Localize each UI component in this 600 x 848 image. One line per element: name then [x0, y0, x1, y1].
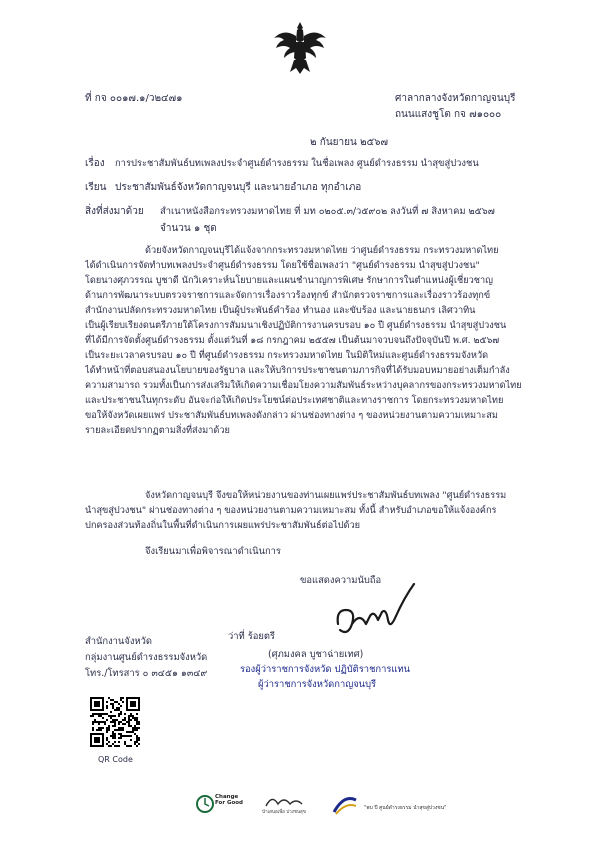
- paragraph-line: โดยนางศุภวรรณ บูชาดี นักวิเคราะห์นโยบายและแผนชำนาญการพิเศษ รักษาการในตำแหน่งผู้เชี่ยวชาญ: [85, 275, 493, 286]
- paragraph-line: ได้ทำหน้าที่ตอบสนองนโยบายของรัฐบาล และให้บริการประชาชนตามภารกิจที่ได้รับมอบหมายอย่างเต็มกำลัง: [85, 365, 510, 376]
- closing-salutation: ขอแสดงความนับถือ: [300, 575, 382, 586]
- signatory-title-line1: รองผู้ว่าราชการจังหวัด ปฏิบัติราชการแทน: [240, 664, 411, 675]
- paragraph-line: จังหวัดกาญจนบุรี จึงขอให้หน่วยงานของท่านเผยแพร่ประชาสัมพันธ์บทเพลง "ศูนย์ดำรงธรรม: [145, 490, 507, 501]
- paragraph-line: ได้ดำเนินการจัดทำบทเพลงประจำศูนย์ดำรงธรรม โดยใช้ชื่อเพลงว่า "ศูนย์ดำรงธรรม นำสุขสู่ปวงชน": [85, 260, 480, 271]
- document-date: ๒ กันยายน ๒๕๖๗: [310, 137, 389, 148]
- subject-text: การประชาสัมพันธ์บทเพลงประจำศูนย์ดำรงธรรม ในชื่อเพลง ศูนย์ดำรงธรรม นำสุขสู่ปวงชน: [115, 158, 479, 169]
- paragraph-line: นำสุขสู่ปวงชน" ผ่านช่องทางต่าง ๆ ของหน่วยงานตามความเหมาะสม ทั้งนี้ สำหรับอำเภอขอให้แจ้งองค์กร: [85, 505, 497, 516]
- paragraph-line: รายละเอียดปรากฏตามสิ่งที่ส่งมาด้วย: [85, 425, 230, 436]
- paragraph-line: สำนักงานปลัดกระทรวงมหาดไทย เป็นผู้ประพันธ์คำร้อง ทำนอง และขับร้อง และนายธนกร เลิศวาทิน: [85, 305, 476, 316]
- recipient-text: ประชาสัมพันธ์จังหวัดกาญจนบุรี และนายอำเภอ ทุกอำเภอ: [115, 182, 362, 193]
- agency-address-line1: ศาลากลางจังหวัดกาญจนบุรี: [395, 93, 516, 104]
- subject-label: เรื่อง: [85, 158, 105, 169]
- paragraph-line: ความสามารถ รวมทั้งเป็นการส่งเสริมให้เกิดความเชื่อมโยงความสัมพันธ์ระหว่างบุคลากรของกระทรวงมหาดไทย: [85, 380, 522, 391]
- signatory-title-line2: ผู้ว่าราชการจังหวัดกาญจนบุรี: [258, 679, 377, 690]
- pavangchon-text: นำเสนอเพื่อ ปวงชนสุข: [262, 810, 306, 815]
- qr-code-label: QR Code: [98, 755, 133, 764]
- paragraph-line: ด้วยจังหวัดกาญจนบุรีได้แจ้งจากกระทรวงมหาดไทย ว่าศูนย์ดำรงธรรม กระทรวงมหาดไทย: [145, 245, 499, 256]
- handwritten-signature: [330, 580, 420, 650]
- qr-code[interactable]: [90, 697, 140, 747]
- paragraph-line: เป็นผู้เรียบเรียงดนตรีภายใต้โครงการสัมมนาเชิงปฏิบัติการงานครบรอบ ๑๐ ปี ศูนย์ดำรงธรรม นำสุขสู่ปวงชน: [85, 320, 507, 331]
- damrongdham-10-year-logo: [330, 792, 360, 818]
- body-paragraph-2: [85, 488, 525, 533]
- office-line2: กลุ่มงานศูนย์ดำรงธรรมจังหวัด: [85, 652, 208, 663]
- signatory-name: (ศุภมงคล บูชาฉ่ายเทศ): [268, 649, 364, 660]
- damrongdham-slogan: "พบ ปี ศูนย์ดำรงธรรม นำสุขสู่ปวงชน": [364, 805, 447, 811]
- office-phone: โทร./โทรสาร ๐ ๓๔๕๑ ๑๓๔๙: [85, 668, 208, 679]
- attachment-label: สิ่งที่ส่งมาด้วย: [85, 206, 144, 217]
- change-for-good-logo: [195, 792, 243, 818]
- paragraph-line: ปกครองส่วนท้องถิ่นในพื้นที่ดำเนินการเผยแพร่ประชาสัมพันธ์ต่อไปด้วย: [85, 520, 361, 531]
- body-paragraph-1: [85, 243, 525, 438]
- paragraph-line: ด้านการพัฒนาระบบตรวจราชการและจัดการเรื่องราวร้องทุกข์ สำนักตรวจราชการและเรื่องราวร้องทุกข์: [85, 290, 491, 301]
- attachment-quantity: จำนวน ๑ ชุด: [160, 223, 217, 234]
- change-for-good-text: Change For Good: [215, 794, 243, 806]
- garuda-emblem: [270, 18, 330, 78]
- pavangchon-logo: [262, 792, 314, 818]
- office-line1: สำนักงานจังหวัด: [85, 636, 152, 647]
- paragraph-line: ขอให้จังหวัดเผยแพร่ ประชาสัมพันธ์บทเพลงดังกล่าว ผ่านช่องทางต่าง ๆ ของหน่วยงานตามความเหมาะสม: [85, 410, 498, 421]
- document-number: ที่ กจ ๐๐๑๗.๑/ว๒๔๗๑: [85, 93, 183, 104]
- agency-address-line2: ถนนแสงชูโต กจ ๗๑๐๐๐: [395, 109, 502, 120]
- closing-request: จึงเรียนมาเพื่อพิจารณาดำเนินการ: [145, 546, 281, 557]
- paragraph-line: ที่ได้มีการจัดตั้งศูนย์ดำรงธรรม ตั้งแต่วันที่ ๑๘ กรกฎาคม ๒๕๕๗ เป็นต้นมาจวบจนถึงปัจจุบันปี พ.ศ. ๒๕๖๗: [85, 335, 500, 346]
- acting-rank-note: ว่าที่ ร้อยตรี: [228, 631, 275, 642]
- attachment-text: สำเนาหนังสือกระทรวงมหาดไทย ที่ มท ๐๒๐๕.๓/ว๕๙๐๒ ลงวันที่ ๗ สิงหาคม ๒๕๖๗: [160, 206, 495, 217]
- paragraph-line: และประชาชนในทุกระดับ อันจะก่อให้เกิดประโยชน์ต่อประเทศชาติและทางราชการ โดยกระทรวงมหาดไทย: [85, 395, 504, 406]
- recipient-label: เรียน: [85, 182, 107, 193]
- paragraph-line: เป็นระยะเวลาครบรอบ ๑๐ ปี ที่ศูนย์ดำรงธรรม กระทรวงมหาดไทย ในมิติใหม่และศูนย์ดำรงธรรมจังหวัด: [85, 350, 489, 361]
